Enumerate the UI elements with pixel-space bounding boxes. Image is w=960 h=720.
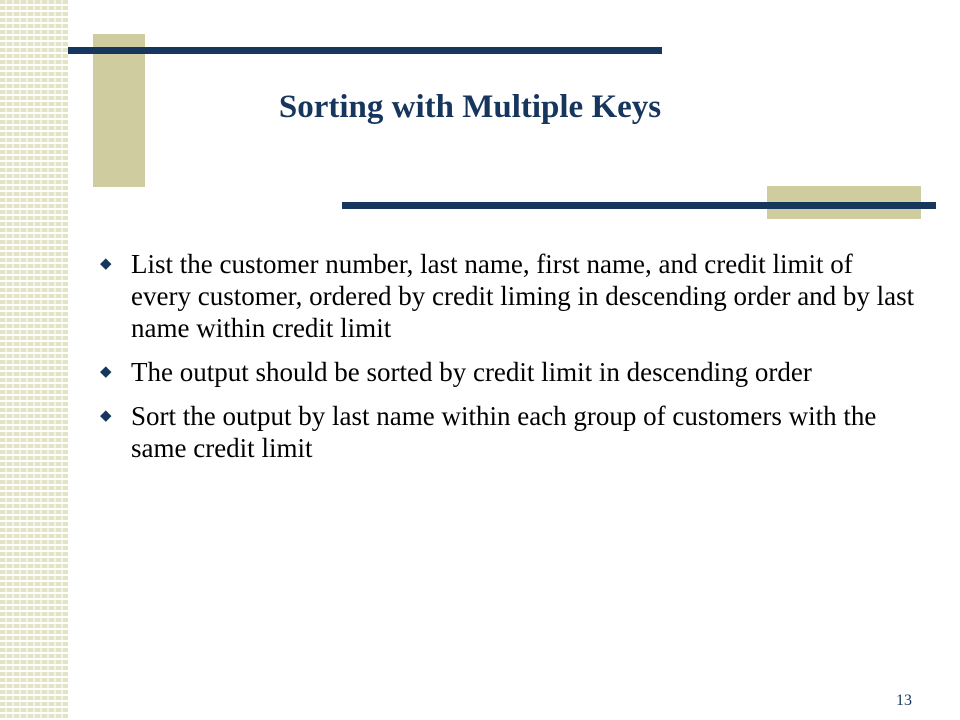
bottom-title-rule [342,202,936,209]
bullet-item [98,356,918,388]
bullet-item [98,400,918,464]
page-number: 13 [896,692,912,709]
left-stripe-decoration [0,0,68,720]
diamond-bullet-icon: ◆ [100,408,112,424]
bullet-text: List the customer number, last name, first name, and credit limit of every customer, ordered by credit liming in descending order and by last name within credit limit [131,249,915,343]
diamond-bullet-icon: ◆ [100,256,112,272]
slide-title: Sorting with Multiple Keys [278,89,662,125]
top-title-rule [68,47,662,54]
bullet-text: Sort the output by last name within each group of customers with the same credit limit [131,401,877,463]
bullet-item [98,248,918,344]
bullet-text: The output should be sorted by credit limit in descending order [131,357,812,387]
bullet-list [98,248,918,476]
top-left-accent-block [93,34,145,187]
diamond-bullet-icon: ◆ [100,364,112,380]
